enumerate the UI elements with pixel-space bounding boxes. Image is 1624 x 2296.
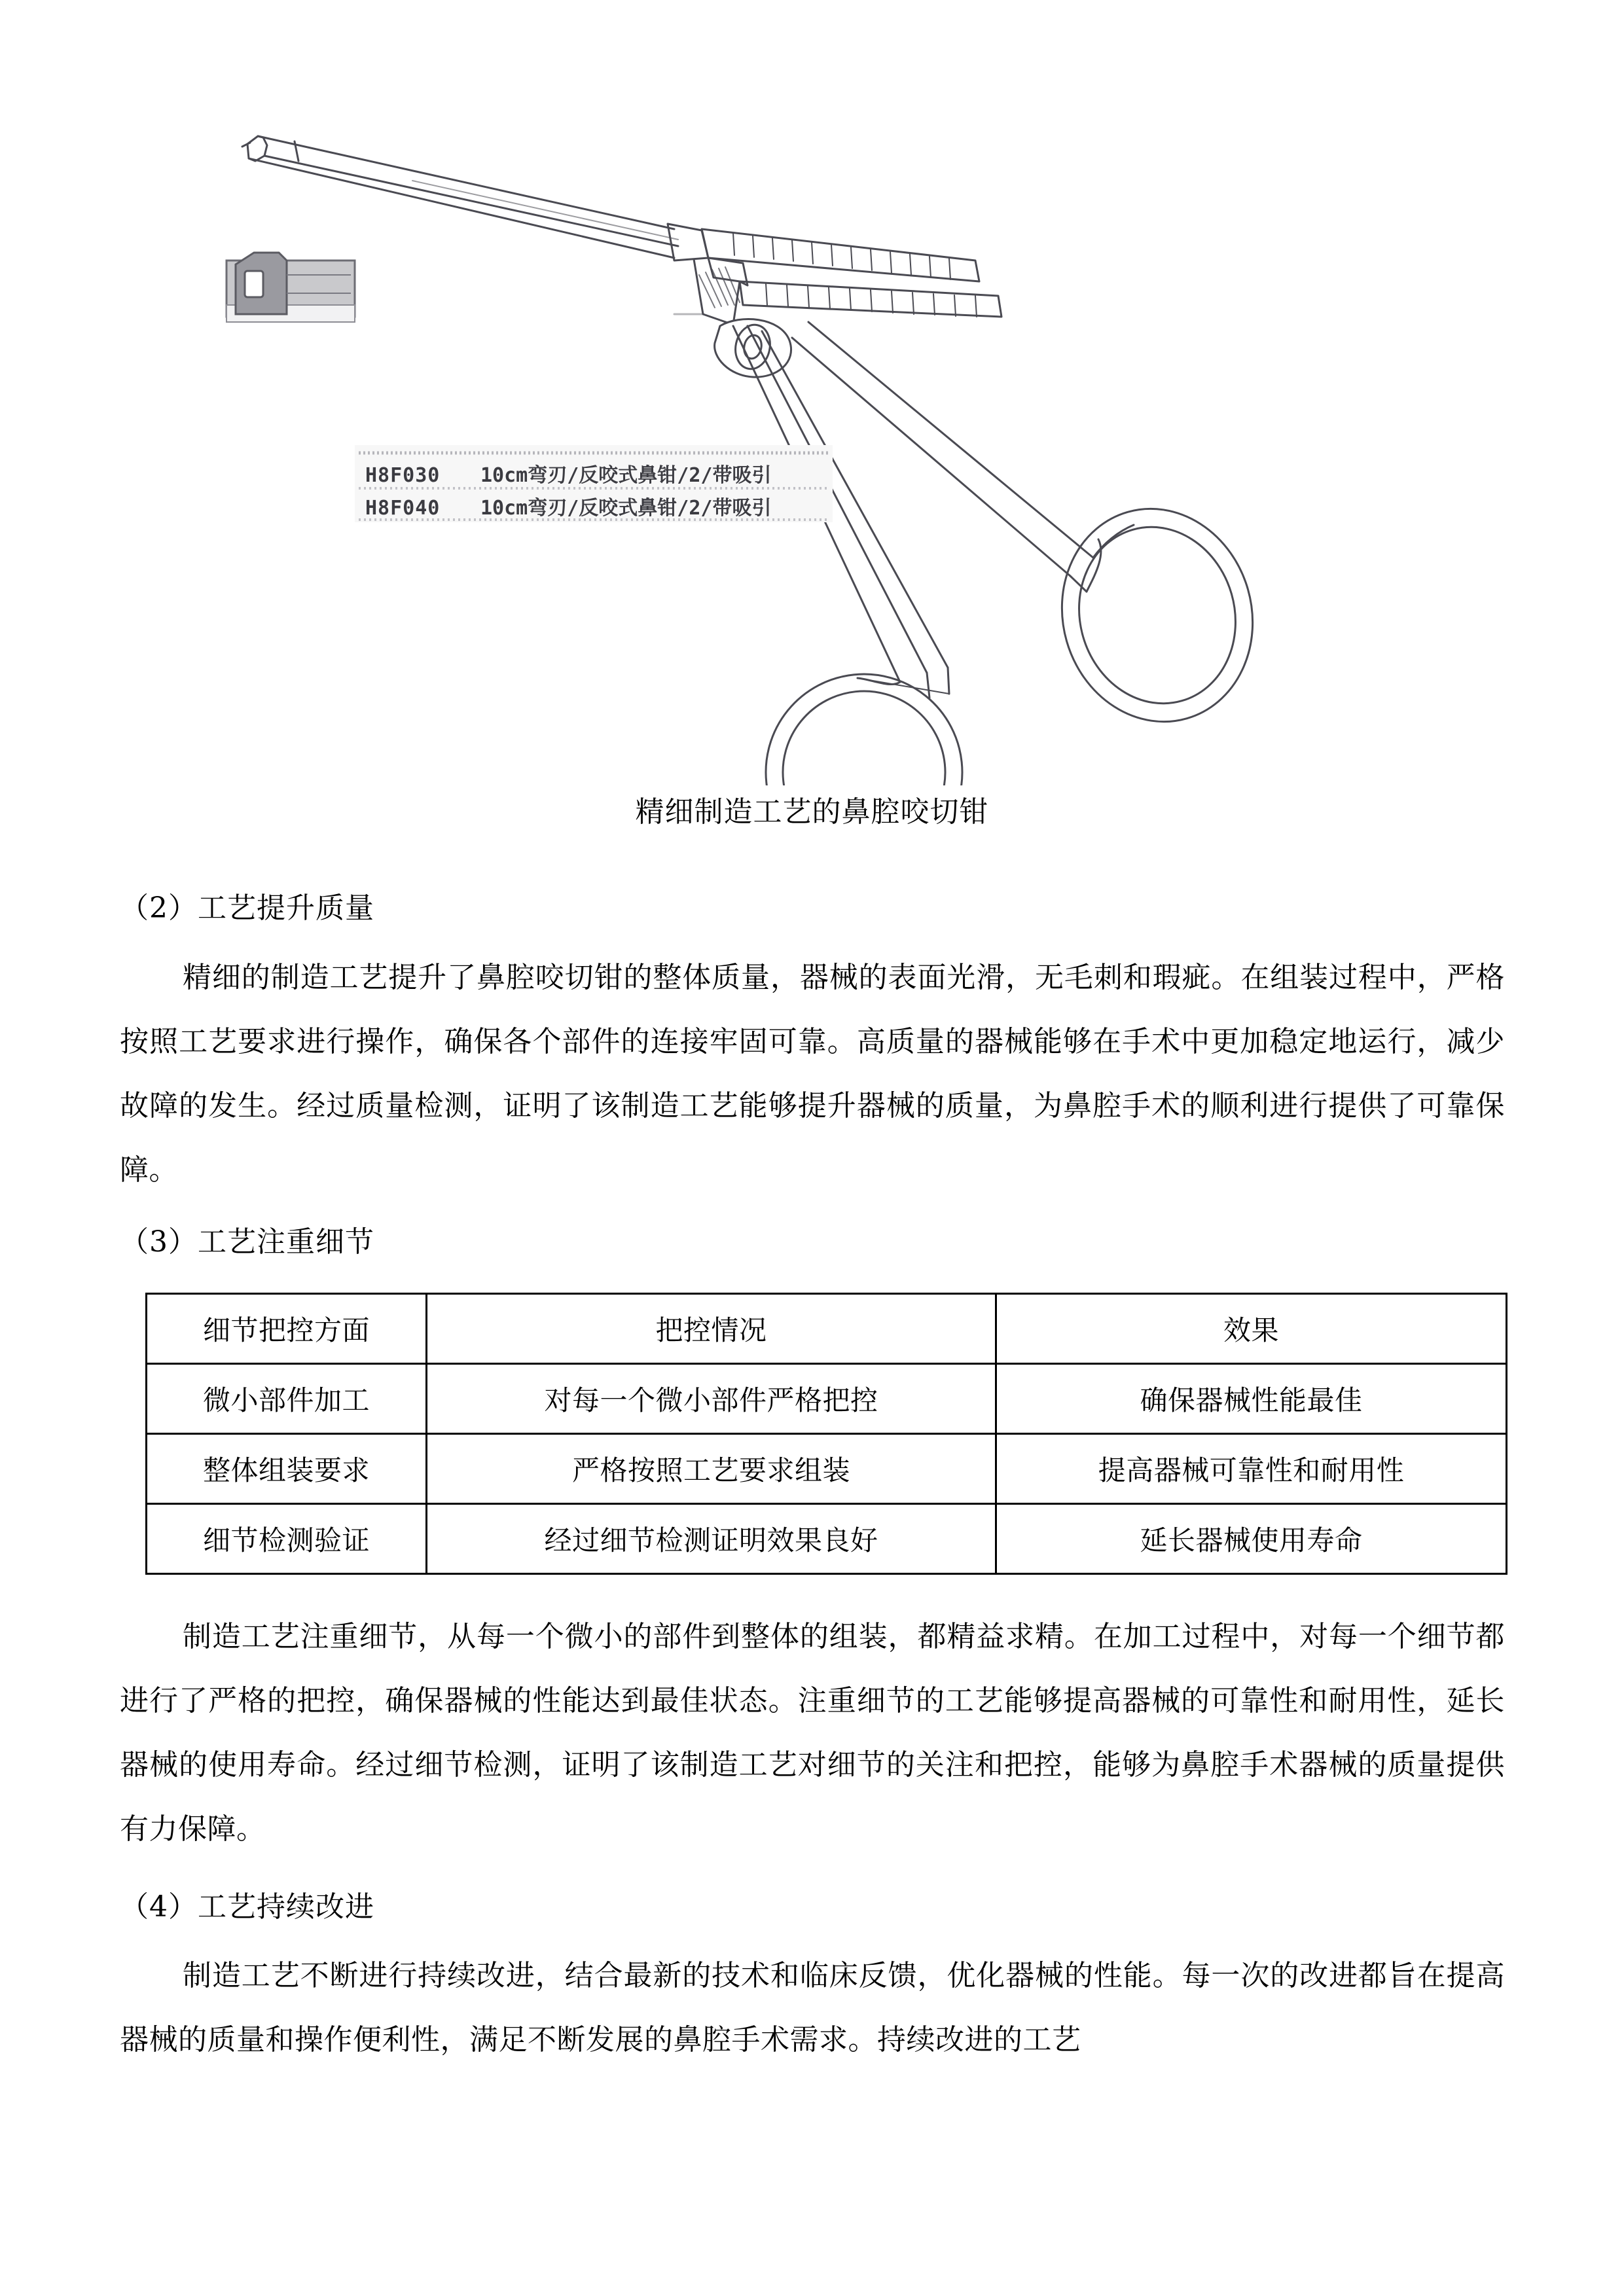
instrument-label-strip	[355, 445, 833, 522]
section-paragraph-4: 制造工艺不断进行持续改进，结合最新的技术和临床反馈，优化器械的性能。每一次的改进都旨在提高器械的质量和操作便利性，满足不断发展的鼻腔手术需求。持续改进的工艺	[120, 1959, 1505, 2056]
detail-control-table	[145, 1293, 1507, 1575]
table-row	[147, 1434, 1507, 1504]
table-cell-control: 对每一个微小部件严格把控	[427, 1364, 996, 1434]
section-heading-3: （3）工艺注重细节	[120, 1225, 374, 1259]
figure-block	[0, 118, 1624, 812]
forceps-tip-insert	[226, 253, 355, 322]
table-cell-effect: 提高器械可靠性和耐用性	[996, 1434, 1507, 1504]
svg-text:10cm弯刃/反咬式鼻钳/2/带吸引: 10cm弯刃/反咬式鼻钳/2/带吸引	[480, 464, 772, 487]
table-header-cell-effect: 效果	[996, 1294, 1507, 1364]
section-heading-4: （4）工艺持续改进	[120, 1890, 374, 1924]
svg-text:H8F040: H8F040	[365, 497, 441, 520]
table-header-row	[147, 1294, 1507, 1364]
figure-caption: 精细制造工艺的鼻腔咬切钳	[635, 795, 989, 829]
table-row	[147, 1504, 1507, 1574]
table-header-cell-control: 把控情况	[427, 1294, 996, 1364]
section-paragraph-2: 精细的制造工艺提升了鼻腔咬切钳的整体质量，器械的表面光滑，无毛刺和瑕疵。在组装过程中，严格按照工艺要求进行操作，确保各个部件的连接牢固可靠。高质量的器械能够在手术中更加稳定地运行，减少故障的发生。经过质量检测，证明了该制造工艺能够提升器械的质量，为鼻腔手术的顺利进行提供了可靠保障。	[120, 961, 1505, 1187]
svg-text:H8F030: H8F030	[365, 464, 441, 487]
table-cell-control: 严格按照工艺要求组装	[427, 1434, 996, 1504]
table-cell-aspect: 细节检测验证	[147, 1504, 427, 1574]
table-cell-aspect: 微小部件加工	[147, 1364, 427, 1434]
table-row	[147, 1364, 1507, 1434]
table-cell-control: 经过细节检测证明效果良好	[427, 1504, 996, 1574]
forceps-illustration	[216, 118, 1407, 785]
table-cell-aspect: 整体组装要求	[147, 1434, 427, 1504]
section-paragraph-3: 制造工艺注重细节，从每一个微小的部件到整体的组装，都精益求精。在加工过程中，对每一个细节都进行了严格的把控，确保器械的性能达到最佳状态。注重细节的工艺能够提高器械的可靠性和耐用性，延长器械的使用寿命。经过细节检测，证明了该制造工艺对细节的关注和把控，能够为鼻腔手术器械的质量提供有力保障。	[120, 1620, 1505, 1846]
table-cell-effect: 延长器械使用寿命	[996, 1504, 1507, 1574]
table-header-cell-aspect: 细节把控方面	[147, 1294, 427, 1364]
svg-text:10cm弯刃/反咬式鼻钳/2/带吸引: 10cm弯刃/反咬式鼻钳/2/带吸引	[480, 497, 772, 520]
table-cell-effect: 确保器械性能最佳	[996, 1364, 1507, 1434]
section-heading-2: （2）工艺提升质量	[120, 891, 374, 925]
